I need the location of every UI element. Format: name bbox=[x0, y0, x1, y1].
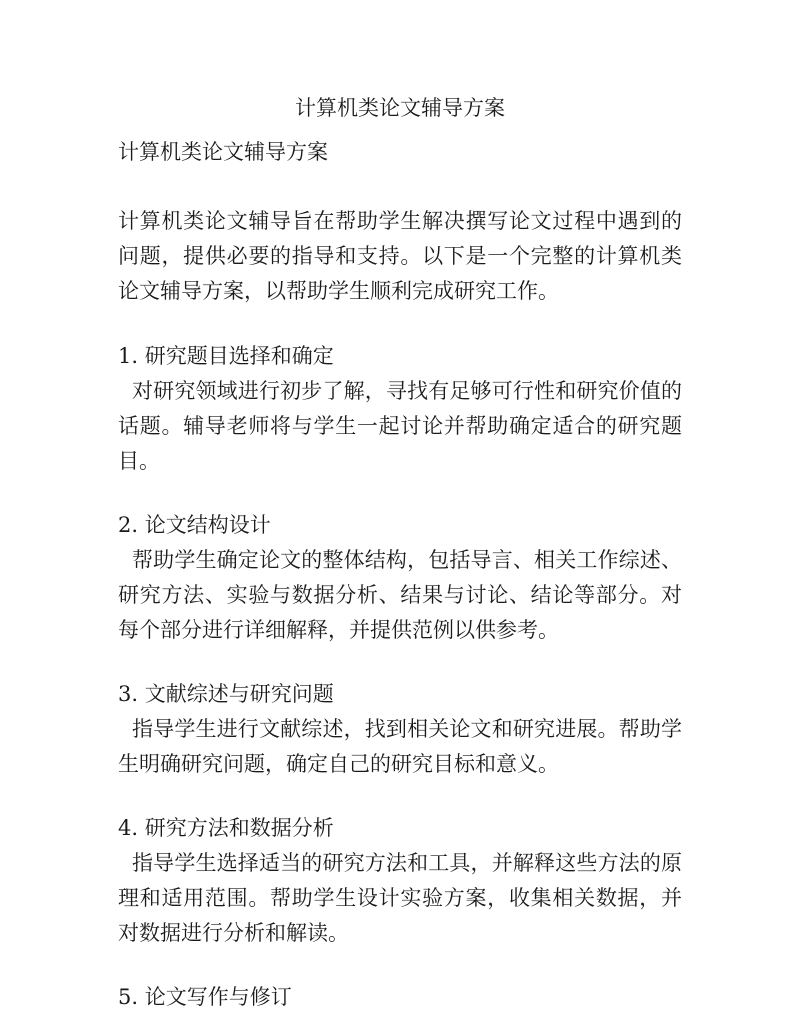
section-heading: 1. 研究题目选择和确定 bbox=[118, 344, 334, 368]
section-body: 帮助学生确定论文的整体结构，包括导言、相关工作综述、研究方法、实验与数据分析、结果与讨论、结论等部分。对每个部分进行详细解释，并提供范例以供参考。 bbox=[118, 548, 682, 642]
section-heading: 4. 研究方法和数据分析 bbox=[118, 816, 334, 840]
document-subtitle: 计算机类论文辅导方案 bbox=[118, 140, 328, 164]
section-heading: 3. 文献综述与研究问题 bbox=[118, 682, 334, 706]
section-heading: 2. 论文结构设计 bbox=[118, 513, 271, 537]
section-structure-design bbox=[118, 508, 682, 648]
section-literature-review bbox=[118, 677, 682, 782]
intro-paragraph: 计算机类论文辅导旨在帮助学生解决撰写论文过程中遇到的问题，提供必要的指导和支持。以下是一个完整的计算机类论文辅导方案，以帮助学生顺利完成研究工作。 bbox=[118, 209, 682, 303]
section-writing-revision bbox=[118, 980, 682, 1015]
section-heading: 5. 论文写作与修订 bbox=[118, 985, 292, 1009]
page-title: 计算机类论文辅导方案 bbox=[295, 96, 505, 120]
section-body: 指导学生进行文献综述，找到相关论文和研究进展。帮助学生明确研究问题，确定自己的研究目标和意义。 bbox=[118, 717, 682, 776]
section-body: 对研究领域进行初步了解，寻找有足够可行性和研究价值的话题。辅导老师将与学生一起讨论并帮助确定适合的研究题目。 bbox=[118, 379, 682, 473]
section-topic-selection bbox=[118, 339, 682, 479]
section-methods-analysis bbox=[118, 811, 682, 951]
section-body: 指导学生选择适当的研究方法和工具，并解释这些方法的原理和适用范围。帮助学生设计实验方案，收集相关数据，并对数据进行分析和解读。 bbox=[118, 851, 682, 945]
